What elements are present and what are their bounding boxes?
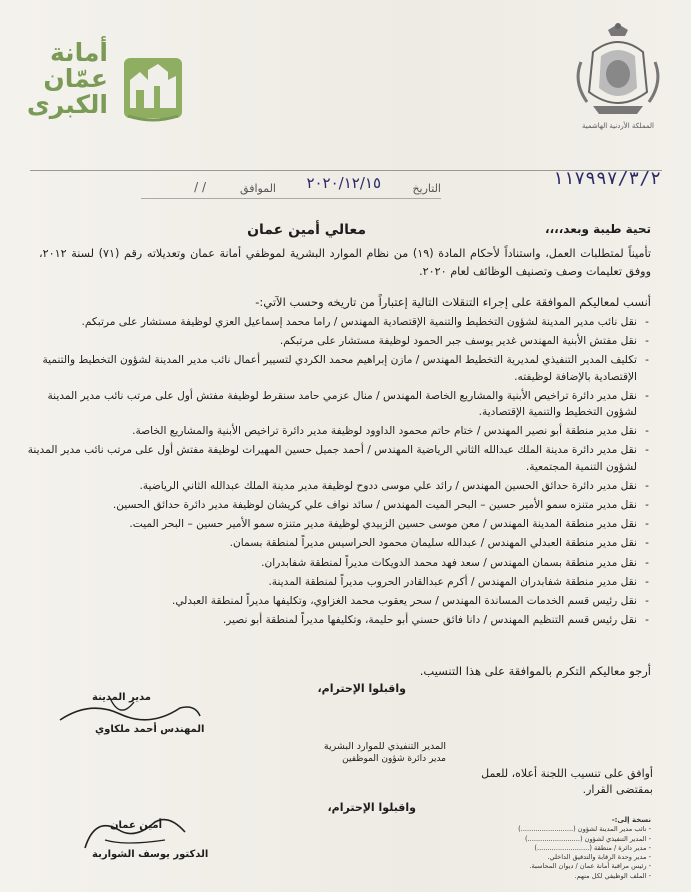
closing-request: أرجو معاليكم التكرم بالموافقة على هذا التنسيب. <box>419 664 651 678</box>
jordan-crest <box>573 22 663 142</box>
list-item: - تكليف المدير التنفيذي لمديرية التخطيط المهندس / مازن إبراهيم محمد الكردي لتسيير أعمال نائب مدير المدينة لشؤون التخطيط والتنمية الإقتصادية بالإضافة لوظيفته. <box>25 352 637 384</box>
list-item: - نقل رئيس قسم التنظيم المهندس / دانا فائق حسني أبو حليمة، وتكليفها مديراً لمنطقة أبو نصير. <box>25 612 637 628</box>
hijri-date-label: الموافق <box>240 182 276 195</box>
city-manager-name: المهندس أحمد ملكاوي <box>95 724 205 735</box>
date-underline <box>141 198 441 199</box>
approval-text: أوافق على تنسيب اللجنة أعلاه، للعمل بمقتضى القرار. <box>481 767 653 796</box>
cc-line: - الملف الوظيفي لكل منهم. <box>574 871 651 880</box>
list-item: - نقل مدير دائرة مدينة الملك عبدالله الثاني الرياضية المهندس / أحمد جميل حسين المهيرات لوظيفة مفتش أول على مرتب نائب مدير المدينة لشؤون التنمية المجتمعية. <box>25 442 637 474</box>
reference-date-row <box>11 170 671 202</box>
list-item: - نقل مدير دائرة حدائق الحسين المهندس / رائد علي موسى ددوح لوظيفة مدير مدينة الملك عبدالله الثاني الرياضية. <box>25 478 637 494</box>
list-item: - نقل مدير منطقة شفابدران المهندس / أكرم عبدالقادر الحروب مديراً لمنطقة المدينة. <box>25 574 637 590</box>
mayor-name: الدكتور يوسف الشواربة <box>92 849 209 860</box>
logo-text: أمانة عمّان الكبرى <box>26 38 108 119</box>
hijri-date-value: / / <box>194 180 206 194</box>
cc-line: - نائب مدير المدينة لشؤون (.........................) <box>518 825 651 834</box>
cc-line: - المدير التنفيذي لشؤون (.........................) <box>525 834 651 843</box>
intro-paragraph: تأميناً لمتطلبات العمل، واستناداً لأحكام المادة (١٩) من نظام الموارد البشرية لموظفي أمانة عمان وتعديلاته رقم (٧١) لسنة ٢٠١٢، ووفق تعليمات وصف وتصنيف الوظائف لعام ٢٠٢٠. <box>39 247 652 278</box>
amman-logo-graphic <box>118 50 188 130</box>
crown-crest-icon <box>573 22 663 122</box>
cc-line: - مدير وحدة الرقابة والتدقيق الداخلي. <box>547 853 651 862</box>
cc-line: - رئيس مراقبة أمانة عمان / ديوان المحاسبة. <box>529 862 651 871</box>
reference-number: ١١٧٩٩٧/٣/٢ <box>552 168 661 189</box>
list-item: - نقل مدير منطقة بسمان المهندس / سعد فهد محمد الدويكات مديراً لمنطقة شفابدران. <box>25 555 637 571</box>
regards-line-2: واقبلوا الإحترام، <box>327 801 416 814</box>
addressee: معالي أمين عمان <box>247 222 366 238</box>
list-item: - نقل مدير منطقة المدينة المهندس / معن موسى حسين الزبيدي لوظيفة مدير متنزه سمو الأمير حسين – البحر الميت. <box>25 516 637 532</box>
city-manager-title: مدير المدينة <box>92 692 151 703</box>
list-item: - نقل مدير منطقة أبو نصير المهندس / ختام حاتم محمود الداوود لوظيفة مدير دائرة تراخيص الأبنية والمشاريع الخاصة. <box>25 423 637 439</box>
hr-subtitle: مدير دائرة شؤون الموظفين <box>342 754 446 764</box>
hr-signature-block <box>266 740 446 766</box>
cc-heading: نسخة إلى:- <box>611 816 651 824</box>
amman-municipality-logo <box>28 40 188 130</box>
cc-line: - مدير دائرة / منطقة (.........................) <box>534 843 651 852</box>
proposal-line: أنسب لمعاليكم الموافقة على إجراء التنقلات التالية إعتباراً من تاريخه وحسب الآتي:- <box>255 295 651 309</box>
mayor-title: أمين عمان <box>110 820 163 831</box>
list-item: - نقل مدير متنزه سمو الأمير حسين – البحر الميت المهندس / سائد نواف علي كريشان لوظيفة مدير دائرة حدائق الحسين. <box>25 497 637 513</box>
list-item: - نقل مفتش الأبنية المهندس غدير يوسف جبر الحمود لوظيفة مستشار على مرتبكم. <box>25 333 637 349</box>
transfer-list <box>25 314 651 631</box>
list-item: - نقل مدير منطقة العبدلي المهندس / عبدالله سليمان محمود الحراسيس مديراً لمنطقة بسمان. <box>25 535 637 551</box>
list-item: - نقل نائب مدير المدينة لشؤون التخطيط والتنمية الإقتصادية المهندس / راما محمد إسماعيل العزي لوظيفة مستشار على مرتبكم. <box>25 314 637 330</box>
crest-caption: المملكة الأردنية الهاشمية <box>581 122 655 130</box>
list-item: - نقل مدير دائرة تراخيص الأبنية والمشاريع الخاصة المهندس / منال عزمي حامد سنقرط لوظيفة مفتش أول على مرتب نائب مدير المدينة لشؤون التخطيط والتنمية الإقتصادية. <box>25 388 637 420</box>
regards-line: واقبلوا الإحترام، <box>317 682 406 695</box>
date-value: ٢٠٢٠/١٢/١٥ <box>306 174 381 192</box>
date-label: التاريخ <box>412 182 441 195</box>
hr-title: المدير التنفيذي للموارد البشرية <box>323 741 446 752</box>
copy-to-list <box>421 816 651 881</box>
list-item: - نقل رئيس قسم الخدمات المساندة المهندس / سحر يعقوب محمد الغزاوي، وتكليفها مديراً لمنطقة العبدلي. <box>25 593 637 609</box>
greeting: تحية طيبة وبعد،،،، <box>545 222 651 236</box>
